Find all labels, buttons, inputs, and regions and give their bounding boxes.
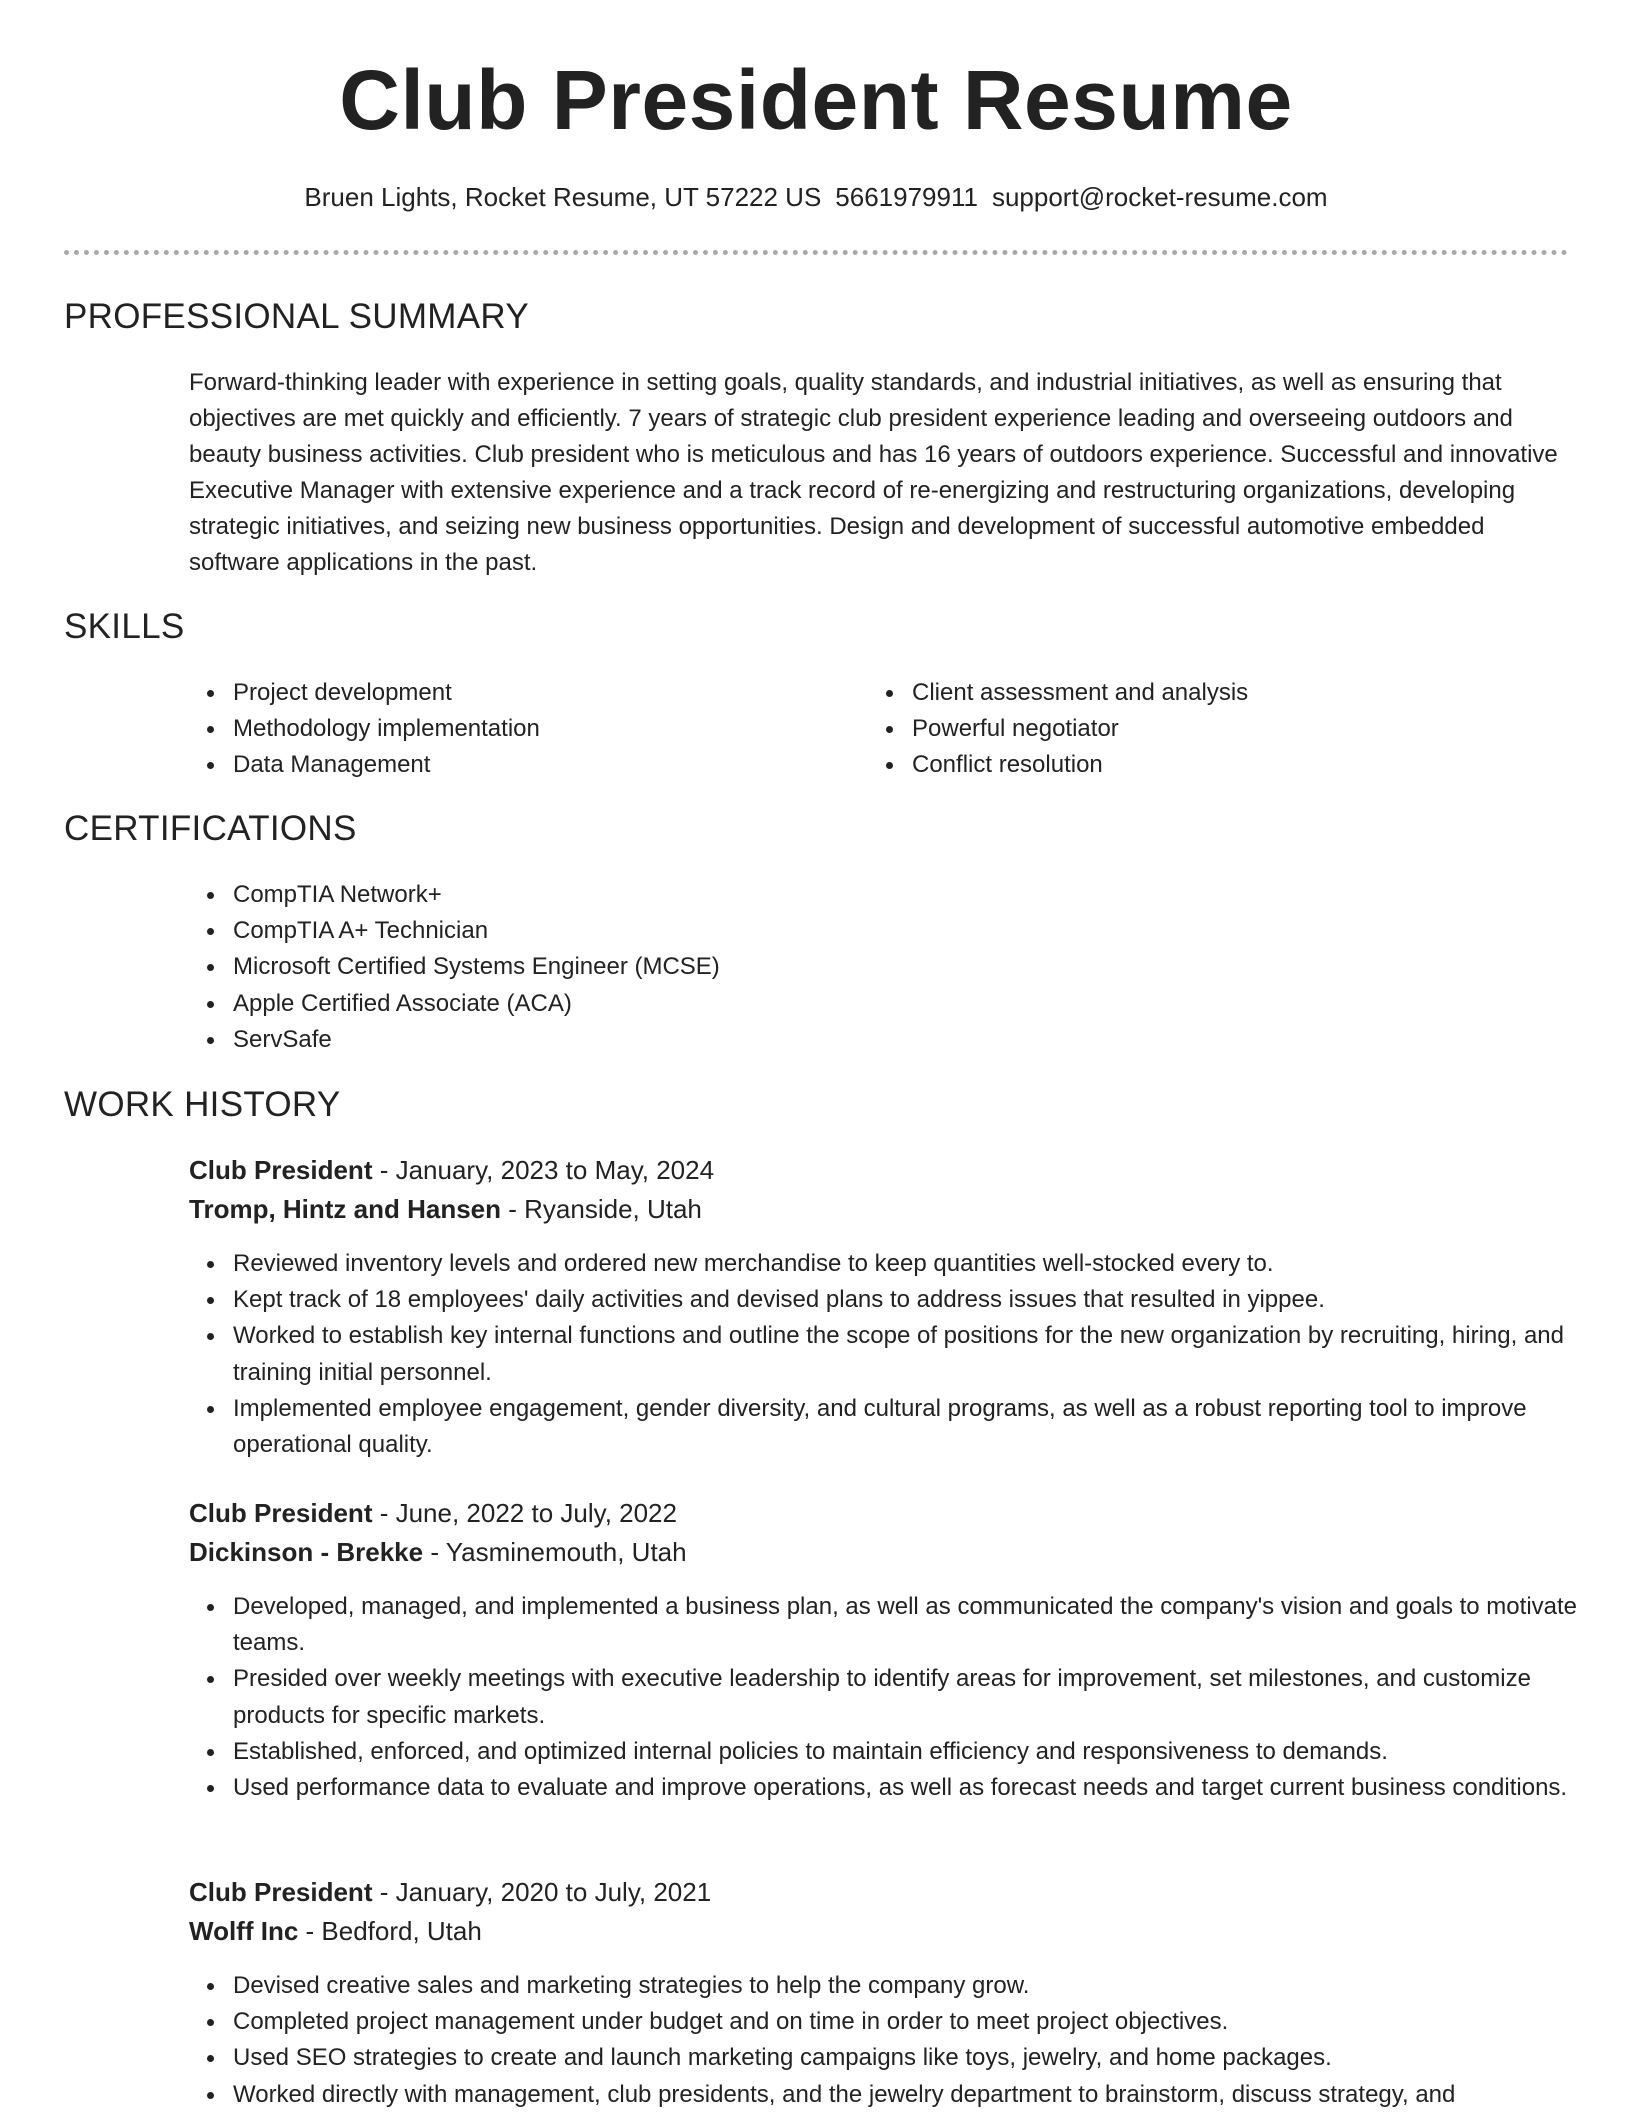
job-bullet: Established, enforced, and optimized internal policies to maintain efficiency and responsiveness to demands.: [233, 1734, 1578, 1770]
certifications-heading: CERTIFICATIONS: [64, 809, 357, 848]
job-company-line: [189, 1194, 702, 1225]
job-title-line: [189, 1155, 714, 1186]
skill-item: Conflict resolution: [912, 747, 1532, 783]
job-dates: - January, 2023 to May, 2024: [372, 1155, 715, 1185]
job-location: - Bedford, Utah: [298, 1916, 482, 1946]
job-bullet: Worked directly with management, club presidents, and the jewelry department to brainstorm, discuss strategy, and: [233, 2077, 1578, 2112]
skill-item: Powerful negotiator: [912, 711, 1532, 747]
job-bullet: Reviewed inventory levels and ordered new merchandise to keep quantities well-stocked every to.: [233, 1246, 1578, 1282]
contact-email[interactable]: support@rocket-resume.com: [991, 182, 1328, 212]
job-bullet: Presided over weekly meetings with executive leadership to identify areas for improvement, set milestones, and customize products for specific markets.: [233, 1661, 1578, 1733]
job-company-line: [189, 1916, 482, 1947]
summary-text: Forward-thinking leader with experience in setting goals, quality standards, and industrial initiatives, as well as ensuring that objectives are met quickly and efficiently. 7 years of strategic club president experience leading and overseeing outdoors and beauty business activities. Club president who is meticulous and has 16 years of outdoors experience. Successful and innovative Executive Manager with extensive experience and a track record of re-energizing and restructuring organizations, developing strategic initiatives, and seizing new business opportunities. Design and development of successful automotive embedded software applications in the past.: [189, 369, 1558, 576]
job-bullets: [189, 1589, 1578, 1806]
skills-list-right: [868, 675, 1532, 784]
certification-item: ServSafe: [233, 1022, 1233, 1058]
skill-item: Project development: [233, 675, 853, 711]
contact-phone[interactable]: 5661979911: [835, 182, 978, 212]
job-dates: - January, 2020 to July, 2021: [372, 1877, 712, 1907]
certification-item: CompTIA Network+: [233, 877, 1233, 913]
resume-title: Club President Resume: [339, 53, 1293, 147]
job-bullet: Implemented employee engagement, gender diversity, and cultural programs, as well as a robust reporting tool to improve operational quality.: [233, 1391, 1578, 1463]
job-company: Dickinson - Brekke: [189, 1537, 424, 1567]
job-bullet: Devised creative sales and marketing strategies to help the company grow.: [233, 1968, 1578, 2004]
contact-address: Bruen Lights, Rocket Resume, UT 57222 US: [304, 182, 822, 212]
certification-item: Microsoft Certified Systems Engineer (MCSE): [233, 949, 1233, 985]
job-bullet: Worked to establish key internal functions and outline the scope of positions for the new organization by recruiting, hiring, and training initial personnel.: [233, 1318, 1578, 1390]
job-dates: - June, 2022 to July, 2022: [372, 1498, 677, 1528]
certification-item: CompTIA A+ Technician: [233, 913, 1233, 949]
header-divider: [64, 250, 1568, 255]
summary-heading: PROFESSIONAL SUMMARY: [64, 297, 529, 336]
skills-list-left: [189, 675, 853, 784]
job-bullet: Completed project management under budget and on time in order to meet project objectives.: [233, 2004, 1578, 2040]
job-title: Club President: [189, 1155, 373, 1185]
contact-line: [0, 182, 1632, 213]
certifications-list: [189, 877, 1233, 1058]
certification-item: Apple Certified Associate (ACA): [233, 986, 1233, 1022]
job-bullet: Used SEO strategies to create and launch marketing campaigns like toys, jewelry, and home packages.: [233, 2040, 1578, 2076]
job-title: Club President: [189, 1498, 373, 1528]
skill-item: Methodology implementation: [233, 711, 853, 747]
job-bullets: [189, 1968, 1578, 2112]
job-location: - Yasminemouth, Utah: [423, 1537, 687, 1567]
job-company: Tromp, Hintz and Hansen: [189, 1194, 502, 1224]
job-title-line: [189, 1877, 711, 1908]
job-bullets: [189, 1246, 1578, 1463]
skill-item: Data Management: [233, 747, 853, 783]
work-history-heading: WORK HISTORY: [64, 1085, 341, 1124]
job-bullet: Developed, managed, and implemented a business plan, as well as communicated the company's vision and goals to motivate teams.: [233, 1589, 1578, 1661]
job-bullet: Kept track of 18 employees' daily activities and devised plans to address issues that resulted in yippee.: [233, 1282, 1578, 1318]
skills-heading: SKILLS: [64, 607, 185, 646]
job-company-line: [189, 1537, 687, 1568]
job-title-line: [189, 1498, 677, 1529]
job-title: Club President: [189, 1877, 373, 1907]
skill-item: Client assessment and analysis: [912, 675, 1532, 711]
job-bullet: Used performance data to evaluate and improve operations, as well as forecast needs and target current business conditions.: [233, 1770, 1578, 1806]
job-company: Wolff Inc: [189, 1916, 299, 1946]
job-location: - Ryanside, Utah: [501, 1194, 702, 1224]
